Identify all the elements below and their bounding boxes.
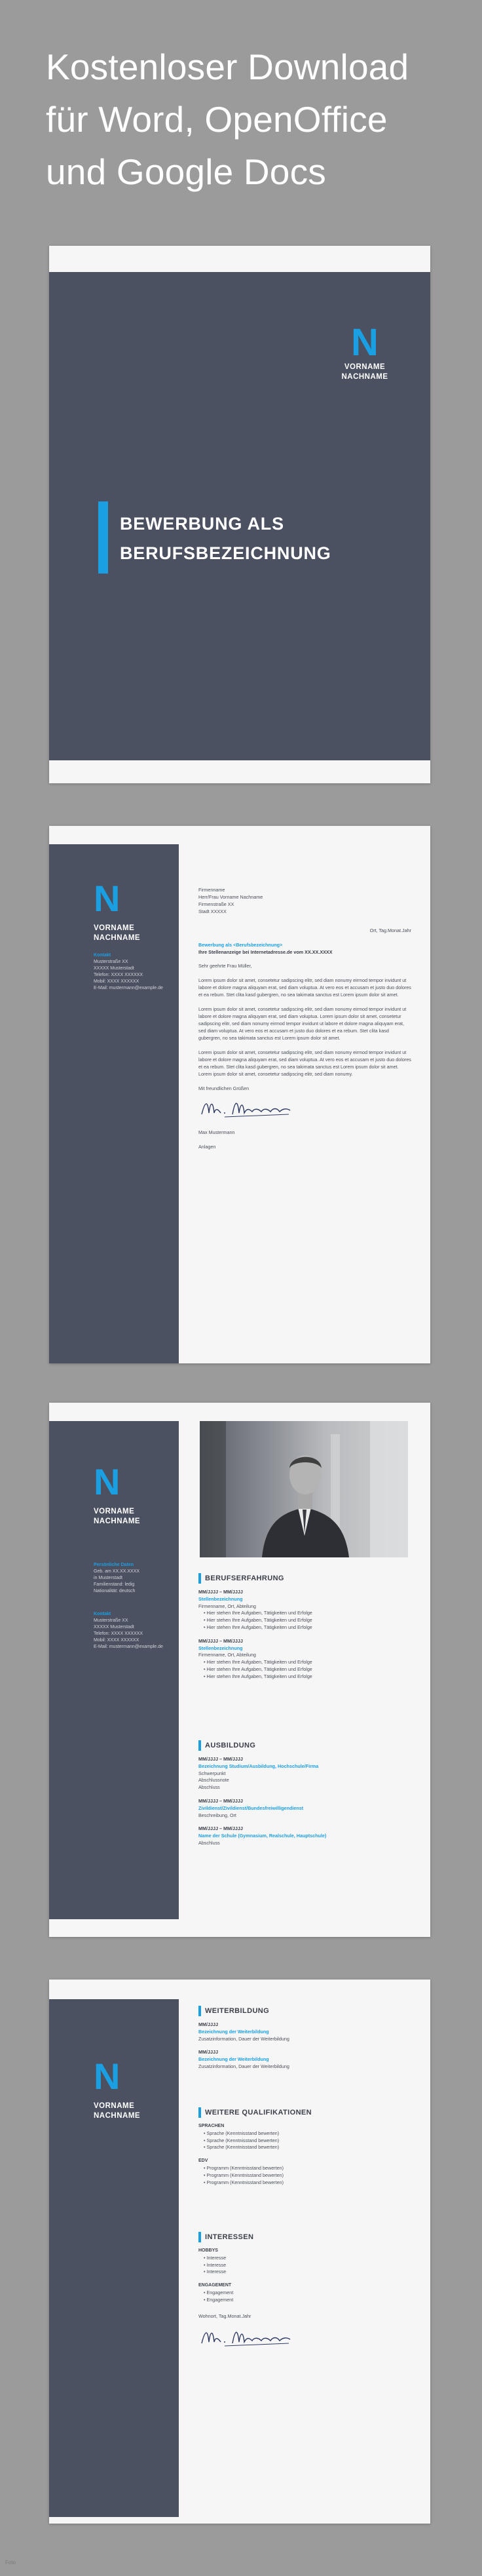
education-entry <box>198 1798 415 1819</box>
section-title: WEITERE QUALIFIKATIONEN <box>205 2108 312 2117</box>
contact-line: Telefon: XXXX XXXXXX <box>94 973 143 977</box>
cover-logo <box>339 323 391 382</box>
entry-title: Zivildienst/Zivildienst/Bundesfreiwilligendienst <box>198 1805 304 1811</box>
experience-heading <box>198 1573 415 1584</box>
education-heading <box>198 1740 415 1751</box>
qualifications-heading <box>198 2107 415 2118</box>
entry-title: Stellenbezeichnung <box>198 1645 243 1651</box>
headline <box>46 41 465 198</box>
signature-image <box>198 2324 297 2350</box>
sidebar-contact <box>94 952 163 992</box>
entry-line: Zusatzinformation, Dauer der Weiterbildung <box>198 2063 289 2069</box>
personal-line: Nationalität: deutsch <box>94 1589 136 1593</box>
logo-first-name: VORNAME <box>344 363 386 371</box>
letter-subject-ref: Ihre Stellenanzeige bei Internetadresse.de vom XX.XX.XXXX <box>198 949 333 955</box>
heading-accent-bar <box>198 1740 201 1751</box>
recipient-line: Firmenstraße XX <box>198 901 234 907</box>
contact-line: Musterstraße XX <box>94 1618 128 1623</box>
entry-line: Zusatzinformation, Dauer der Weiterbildung <box>198 2035 289 2042</box>
letter-paragraph-3: Lorem ipsum dolor sit amet, consetetur sadipscing elitr, sed diam nonumy eirmod tempor invidunt ut labore et dolore magna aliquyam erat, sed diam voluptua. At vero eos et accusam et justo duo dolores et ea rebum. Stet clita kasd gubergren, no sea takimata sanctus est Lorem ipsum dolor sit amet. Lorem ipsum dolor sit amet, consetetur sadipscing elitr, sed diam nonumy. <box>198 1049 411 1077</box>
section-title: WEITERBILDUNG <box>205 2006 270 2015</box>
cover-panel <box>49 272 430 760</box>
entry-bullet: • Hier stehen Ihre Aufgaben, Tätigkeiten und Erfolge <box>204 1673 312 1679</box>
sidebar-contact <box>94 1611 163 1650</box>
logo-first-name: VORNAME <box>94 924 135 932</box>
letter-subject: Bewerbung als <Berufsbezeichnung> <box>198 942 283 948</box>
education-section <box>198 1740 415 1854</box>
sidebar-logo <box>49 1461 179 1527</box>
interest-group <box>198 2248 415 2276</box>
qualifications-section <box>198 2107 415 2193</box>
contact-label: Kontakt <box>94 953 111 958</box>
heading-accent-bar <box>198 2006 201 2016</box>
section-title: INTERESSEN <box>205 2233 254 2241</box>
sidebar-logo <box>49 880 179 943</box>
entry-bullet: • Hier stehen Ihre Aufgaben, Tätigkeiten und Erfolge <box>204 1617 312 1624</box>
portrait-photo <box>200 1421 408 1557</box>
entry-date: MM/JJJJ – MM/JJJJ <box>198 1589 243 1595</box>
cv-sidebar <box>49 1999 179 2517</box>
entry-title: Stellenbezeichnung <box>198 1595 243 1602</box>
entry-bullet: • Hier stehen Ihre Aufgaben, Tätigkeiten und Erfolge <box>204 1666 312 1672</box>
group-item: • Programm (Kenntnisstand bewerten) <box>204 2179 284 2185</box>
logo-last-name: NACHNAME <box>94 2112 141 2120</box>
personal-line: Geb. am XX.XX.XXXX <box>94 1569 140 1574</box>
interests-heading <box>198 2232 415 2242</box>
contact-line: Musterstraße XX <box>94 960 128 964</box>
section-title: BERUFSERFAHRUNG <box>205 1574 284 1582</box>
interest-group <box>198 2282 415 2303</box>
cover-page <box>49 246 430 783</box>
logo-letter: N <box>94 1461 120 1502</box>
letter-page <box>49 826 430 1363</box>
entry-line: Abschluss <box>198 1839 220 1846</box>
headline-line-3: und Google Docs <box>46 151 326 192</box>
salutation: Sehr geehrte Frau Müller, <box>198 963 252 969</box>
letter-sidebar <box>49 844 179 1363</box>
letter-body <box>198 886 411 1158</box>
cover-title <box>120 509 331 568</box>
group-label: ENGAGEMENT <box>198 2283 232 2288</box>
entry-date: MM/JJJJ <box>198 2049 218 2056</box>
logo-first-name: VORNAME <box>94 2102 135 2110</box>
group-label: EDV <box>198 2158 208 2164</box>
recipient-line: Stadt XXXXX <box>198 908 227 914</box>
group-item: • Engagement <box>204 2296 234 2303</box>
group-item: • Interesse <box>204 2261 227 2268</box>
logo-last-name: NACHNAME <box>94 1517 141 1525</box>
entry-date: MM/JJJJ – MM/JJJJ <box>198 1756 243 1762</box>
logo-letter: N <box>351 321 379 364</box>
entry-company: Firmenname, Ort, Abteilung <box>198 1652 256 1658</box>
qualification-group <box>198 2123 415 2151</box>
cover-accent-bar <box>98 501 108 574</box>
entry-line: Abschlussnote <box>198 1777 229 1784</box>
heading-accent-bar <box>198 2232 201 2242</box>
section-title: AUSBILDUNG <box>205 1741 256 1749</box>
entry-line: Schwerpunkt <box>198 1770 226 1776</box>
experience-entry <box>198 1638 415 1681</box>
entry-date: MM/JJJJ <box>198 2021 218 2027</box>
training-entry <box>198 2021 415 2042</box>
group-item: • Interesse <box>204 2254 227 2261</box>
contact-line: Telefon: XXXX XXXXXX <box>94 1631 143 1636</box>
logo-letter: N <box>94 2056 120 2097</box>
headline-line-2: für Word, OpenOffice <box>46 99 388 140</box>
photo-credit: Foto <box>5 2560 16 2566</box>
group-item: • Interesse <box>204 2269 227 2275</box>
group-item: • Sprache (Kenntnisstand bewerten) <box>204 2144 280 2151</box>
group-item: • Sprache (Kenntnisstand bewerten) <box>204 2130 280 2136</box>
logo-last-name: NACHNAME <box>94 934 141 942</box>
letter-date: Ort, Tag.Monat.Jahr <box>369 927 411 933</box>
group-item: • Sprache (Kenntnisstand bewerten) <box>204 2137 280 2143</box>
closing: Mit freundlichen Grüßen <box>198 1085 250 1091</box>
group-item: • Programm (Kenntnisstand bewerten) <box>204 2172 284 2178</box>
interests-section <box>198 2232 415 2352</box>
group-item: • Programm (Kenntnisstand bewerten) <box>204 2164 284 2171</box>
letter-paragraph-2: Lorem ipsum dolor sit amet, consetetur sadipscing elitr, sed diam nonumy eirmod tempor invidunt ut labore et dolore magna aliquyam erat, sed diam voluptua. Lorem ipsum dolor sit amet, consetetur sadipscing elitr, sed diam nonumy eirmod tempor invidunt ut labore et dolore magna aliquyam erat, sed diam voluptua. At vero eos et accusam et justo duo dolores et ea rebum. Stet clita kasd gubergren, no sea takimata sanctus est Lorem ipsum dolor sit amet. <box>198 1006 407 1041</box>
cover-title-line-2: BERUFSBEZEICHNUNG <box>120 543 331 563</box>
contact-label: Kontakt <box>94 1612 111 1616</box>
signature-image <box>198 1095 297 1121</box>
personal-line: in Musterstadt <box>94 1576 122 1580</box>
entry-line: Abschluss <box>198 1784 220 1791</box>
education-entry <box>198 1756 415 1791</box>
recipient-line: Herr/Frau Vorname Nachname <box>198 894 263 900</box>
entry-title: Name der Schule (Gymnasium, Realschule, Hauptschule) <box>198 1833 327 1839</box>
cv-page-2 <box>49 1980 430 2524</box>
sidebar-personal <box>94 1562 139 1595</box>
contact-line: E-Mail: mustermann@example.de <box>94 1645 163 1649</box>
subject-block <box>198 941 411 956</box>
sidebar-logo <box>49 2058 179 2121</box>
contact-line: XXXXX Musterstadt <box>94 1625 134 1630</box>
entry-date: MM/JJJJ – MM/JJJJ <box>198 1825 243 1832</box>
entry-title: Bezeichnung Studium/Ausbildung, Hochschule/Firma <box>198 1763 319 1769</box>
entry-title: Bezeichnung der Weiterbildung <box>198 2028 269 2035</box>
experience-section <box>198 1573 415 1687</box>
contact-line: E-Mail: mustermann@example.de <box>94 986 163 990</box>
entry-company: Firmenname, Ort, Abteilung <box>198 1603 256 1609</box>
entry-bullet: • Hier stehen Ihre Aufgaben, Tätigkeiten und Erfolge <box>204 1659 312 1666</box>
experience-entry <box>198 1589 415 1631</box>
signed-name: Max Mustermann <box>198 1129 235 1135</box>
group-item: • Engagement <box>204 2289 234 2295</box>
cv-sidebar <box>49 1421 179 1919</box>
contact-line: Mobil: XXXX XXXXXX <box>94 1638 139 1643</box>
heading-accent-bar <box>198 1573 201 1584</box>
entry-bullet: • Hier stehen Ihre Aufgaben, Tätigkeiten und Erfolge <box>204 1610 312 1616</box>
training-section <box>198 2006 415 2077</box>
entry-date: MM/JJJJ – MM/JJJJ <box>198 1637 243 1644</box>
heading-accent-bar <box>198 2107 201 2118</box>
qualification-group <box>198 2158 415 2186</box>
group-label: HOBBYS <box>198 2248 218 2253</box>
contact-line: XXXXX Musterstadt <box>94 966 134 971</box>
entry-line: Beschreibung, Ort <box>198 1812 236 1818</box>
attachments: Anlagen <box>198 1144 216 1150</box>
place-date: Wohnort, Tag.Monat.Jahr <box>198 2313 251 2319</box>
logo-letter: N <box>94 878 120 919</box>
entry-date: MM/JJJJ – MM/JJJJ <box>198 1797 243 1804</box>
cover-title-line-1: BEWERBUNG ALS <box>120 514 284 534</box>
cv-page-1 <box>49 1403 430 1937</box>
personal-line: Familienstand: ledig <box>94 1582 135 1587</box>
education-entry <box>198 1825 415 1846</box>
contact-line: Mobil: XXXX XXXXXX <box>94 979 139 984</box>
entry-title: Bezeichnung der Weiterbildung <box>198 2056 269 2063</box>
letter-paragraph-1: Lorem ipsum dolor sit amet, consetetur sadipscing elitr, sed diam nonumy eirmod tempor invidunt ut labore et dolore magna aliquyam erat, sed diam voluptua. At vero eos et accusam et justo duo dolores et ea rebum. Stet clita kasd gubergren, no sea takimata sanctus est Lorem ipsum dolor sit amet. <box>198 977 411 998</box>
recipient-line: Firmenname <box>198 887 225 893</box>
recipient-block <box>198 886 411 915</box>
headline-line-1: Kostenloser Download <box>46 47 409 87</box>
training-heading <box>198 2006 415 2016</box>
entry-bullet: • Hier stehen Ihre Aufgaben, Tätigkeiten und Erfolge <box>204 1624 312 1630</box>
logo-last-name: NACHNAME <box>341 373 388 381</box>
training-entry <box>198 2049 415 2070</box>
logo-first-name: VORNAME <box>94 1508 135 1515</box>
personal-label: Persönliche Daten <box>94 1563 134 1567</box>
group-label: SPRACHEN <box>198 2124 225 2128</box>
